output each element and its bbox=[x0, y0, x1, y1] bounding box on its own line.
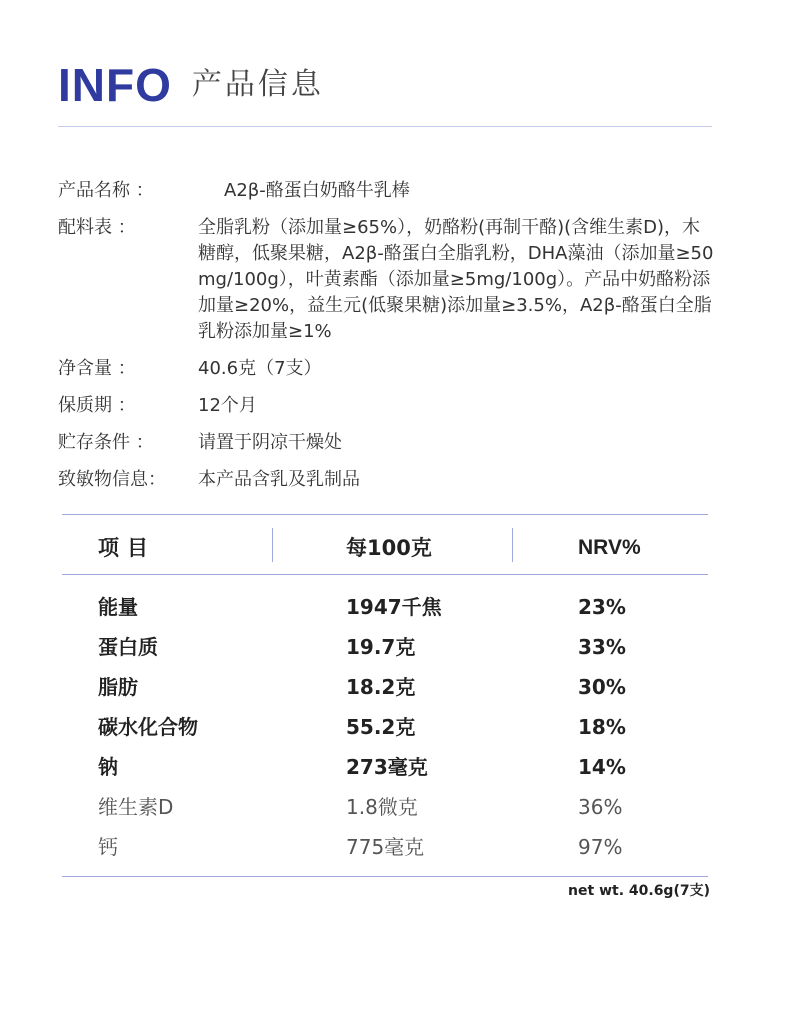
nutrient-name: 碳水化合物 bbox=[98, 715, 198, 739]
net-content-label: 净含量 ： bbox=[58, 358, 136, 379]
info-row-allergen bbox=[58, 467, 728, 493]
nutrient-amount: 1.8微克 bbox=[346, 795, 418, 819]
shelf-life-label: 保质期 ： bbox=[58, 395, 136, 416]
page-header bbox=[58, 55, 324, 115]
table-bottom-rule bbox=[62, 876, 708, 877]
info-row-ingredients bbox=[58, 215, 728, 345]
nutrient-amount: 1947千焦 bbox=[346, 595, 442, 619]
nutrient-amount: 19.7克 bbox=[346, 635, 416, 659]
nutrient-amount: 18.2克 bbox=[346, 675, 416, 699]
nutrient-nrv: 33% bbox=[578, 635, 626, 659]
nutrient-nrv: 23% bbox=[578, 595, 626, 619]
ingredients-label: 配料表 ： bbox=[58, 217, 136, 238]
nutrient-name: 维生素D bbox=[98, 795, 174, 819]
info-row-storage bbox=[58, 430, 728, 456]
nutrient-amount: 273毫克 bbox=[346, 755, 428, 779]
net-weight-note: net wt. 40.6g(7支) bbox=[568, 883, 710, 899]
ingredients-value: 全脂乳粉（添加量≥65%），奶酪粉(再制干酪)(含维生素D)，木糖醇，低聚果糖，A2β-酪蛋白全脂乳粉，DHA藻油（添加量≥50mg/100g），叶黄素酯（添加量≥5mg/100g）。产品中奶酪粉添加量≥20%，益生元(低聚果糖)添加量≥3.5%，A2β-酪蛋白全脂乳粉添加量≥1% bbox=[198, 217, 714, 342]
header-item: 项目 bbox=[98, 536, 156, 560]
allergen-value: 本产品含乳及乳制品 bbox=[198, 469, 360, 490]
shelf-life-value: 12个月 bbox=[198, 395, 257, 416]
header-divider bbox=[58, 126, 712, 127]
table-row bbox=[0, 792, 790, 832]
product-name-label: 产品名称 ： bbox=[58, 180, 154, 201]
info-title-cn: 产品信息 bbox=[191, 67, 324, 102]
nutrient-nrv: 97% bbox=[578, 835, 623, 859]
column-separator bbox=[512, 528, 513, 562]
table-row bbox=[0, 632, 790, 672]
product-name-value: A2β-酪蛋白奶酪牛乳棒 bbox=[224, 180, 410, 201]
storage-value: 请置于阴凉干燥处 bbox=[198, 432, 342, 453]
nutrient-amount: 775毫克 bbox=[346, 835, 425, 859]
column-separator bbox=[272, 528, 273, 562]
nutrient-name: 能量 bbox=[98, 595, 138, 619]
nutrient-name: 钠 bbox=[98, 755, 118, 779]
product-info-list bbox=[58, 178, 728, 504]
net-content-value: 40.6克（7支） bbox=[198, 358, 322, 379]
table-header-rule bbox=[62, 574, 708, 575]
nutrient-name: 蛋白质 bbox=[98, 635, 158, 659]
info-row-net bbox=[58, 356, 728, 382]
info-row-shelf bbox=[58, 393, 728, 419]
table-row bbox=[0, 712, 790, 752]
nutrient-nrv: 30% bbox=[578, 675, 626, 699]
info-title-en: INFO bbox=[58, 59, 172, 111]
nutrient-name: 脂肪 bbox=[98, 675, 138, 699]
allergen-label: 致敏物信息： bbox=[58, 469, 166, 490]
table-top-rule bbox=[62, 514, 708, 515]
nutrient-nrv: 36% bbox=[578, 795, 623, 819]
table-row bbox=[0, 672, 790, 712]
storage-label: 贮存条件 ： bbox=[58, 432, 154, 453]
nutrient-amount: 55.2克 bbox=[346, 715, 416, 739]
table-row bbox=[0, 752, 790, 792]
table-row bbox=[0, 832, 790, 872]
header-nrv: NRV% bbox=[578, 536, 641, 559]
nutrient-name: 钙 bbox=[98, 835, 118, 859]
table-row bbox=[0, 592, 790, 632]
nutrient-nrv: 18% bbox=[578, 715, 626, 739]
header-per-100g: 每100克 bbox=[346, 536, 432, 560]
info-row-name bbox=[58, 178, 728, 204]
nutrition-rows bbox=[0, 592, 790, 872]
nutrient-nrv: 14% bbox=[578, 755, 626, 779]
